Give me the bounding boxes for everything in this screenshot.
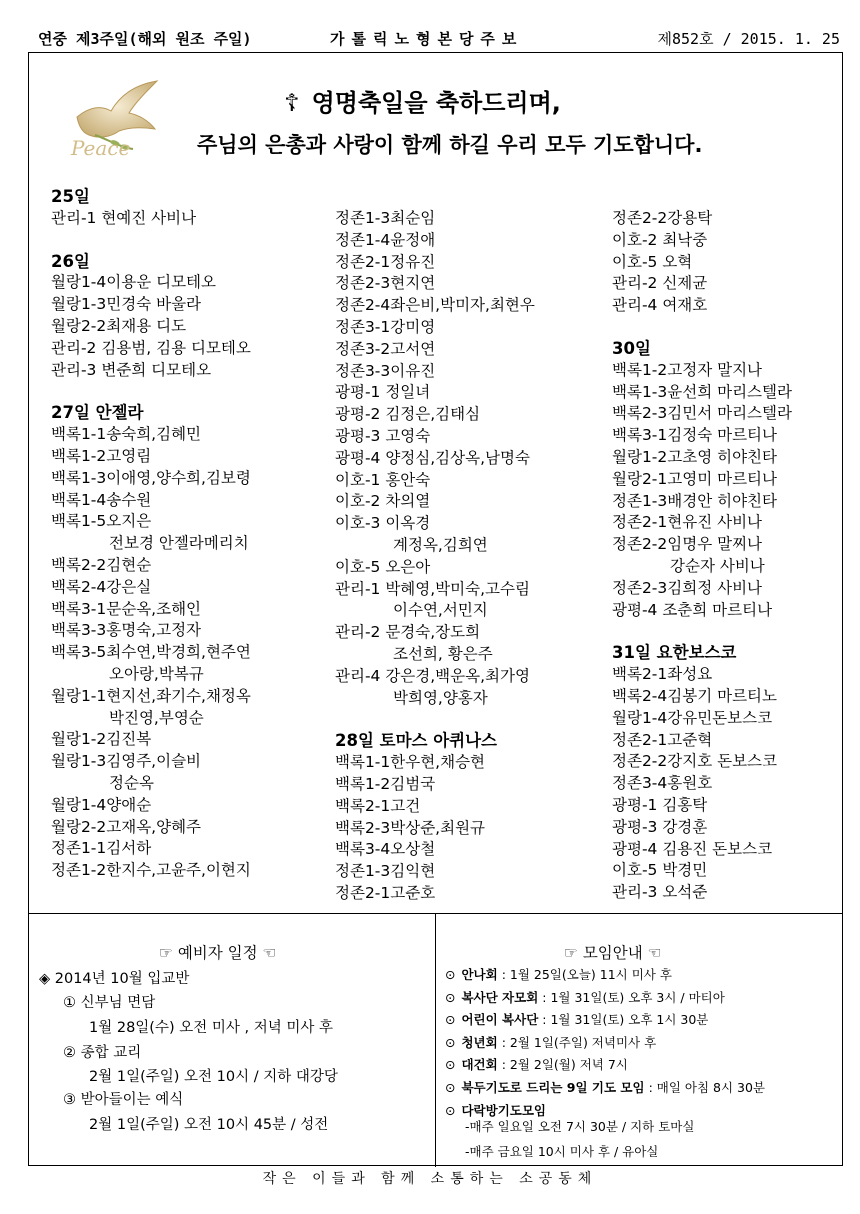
meeting-item xyxy=(445,988,725,1006)
meeting-sub-item: -매주 일요일 오전 7시 30분 / 지하 토마실 xyxy=(465,1119,695,1134)
cross-icon: ☦ xyxy=(284,89,300,117)
dove-peace-icon xyxy=(59,77,169,159)
feast-entry: 백록1-2고정자 말지나 xyxy=(612,360,763,379)
feast-entry: 정존1-2한지수,고윤주,이현지 xyxy=(51,861,251,880)
feast-entry: 백록3-1문순옥,조해인 xyxy=(51,599,202,618)
catechumen-step-2: ② 종합 교리 xyxy=(63,1045,142,1061)
feast-entry: 계정옥,김희연 xyxy=(393,535,488,554)
feast-entry: 월랑2-2최재용 디도 xyxy=(51,316,187,335)
feast-day-column-1 xyxy=(51,186,251,882)
feast-entry: 관리-4 여재호 xyxy=(612,296,708,315)
feast-entry: 정존2-4좌은비,박미자,최현우 xyxy=(335,296,535,315)
meeting-name: 어린이 복사단 xyxy=(461,1012,539,1027)
catechumen-step-1: ① 신부님 면담 xyxy=(63,995,156,1011)
feast-entry: 이수연,서민지 xyxy=(393,601,488,620)
bullet-icon: ⊙ xyxy=(445,1057,456,1072)
feast-entry: 백록3-1김정숙 마르티나 xyxy=(612,426,778,445)
catechumen-step-2-detail: 2월 1일(주일) 오전 10시 / 지하 대강당 xyxy=(89,1069,338,1085)
parish-bulletin-title: 가톨릭노형본당주보 xyxy=(330,30,524,48)
feast-entry: 백록2-3박상준,최원규 xyxy=(335,818,486,837)
feast-entry: 백록1-4송수원 xyxy=(51,490,152,509)
feast-entry: 이호-5 박경민 xyxy=(612,861,708,880)
feast-entry: 월랑1-3민경숙 바울라 xyxy=(51,295,202,314)
meeting-name: 안나회 xyxy=(461,967,498,982)
feast-entry: 정존2-2강용탁 xyxy=(612,209,713,227)
feast-entry: 관리-4 강은경,백운옥,최가영 xyxy=(335,666,530,685)
feast-entry: 정존2-2강지호 돈보스코 xyxy=(612,752,778,771)
feast-entry: 정존2-1고준호 xyxy=(335,883,436,902)
feast-entry: 백록2-2김현순 xyxy=(51,555,152,574)
feast-date-heading: 28일 토마스 아퀴나스 xyxy=(335,731,497,751)
feast-entry: 광평-1 정일녀 xyxy=(335,383,431,402)
catechumen-schedule-heading: ☞ 예비자 일정 ☜ xyxy=(159,944,277,962)
feast-entry: 월랑1-1현지선,좌기수,채정옥 xyxy=(51,686,251,705)
feast-day-column-3 xyxy=(612,208,792,904)
issue-date: 제852호 / 2015. 1. 25 xyxy=(657,30,840,48)
catechumen-step-3-detail: 2월 1일(주일) 오전 10시 45분 / 성전 xyxy=(89,1117,329,1133)
bullet-icon: ⊙ xyxy=(445,1080,456,1095)
feast-entry: 이호-5 오은아 xyxy=(335,557,431,576)
meeting-detail: : 1월 31일(토) 오후 1시 30분 xyxy=(542,1012,709,1027)
feast-entry: 정존1-3배경안 히야친타 xyxy=(612,491,778,510)
meeting-item xyxy=(445,1055,628,1073)
spacer xyxy=(335,709,535,730)
meeting-item xyxy=(445,1010,708,1028)
feast-entry: 정존3-4홍원호 xyxy=(612,774,713,793)
feast-entry: 강순자 사비나 xyxy=(670,556,765,575)
spacer xyxy=(612,317,792,338)
meeting-detail: : 1월 31일(토) 오후 3시 / 마티아 xyxy=(542,990,725,1005)
bullet-icon: ⊙ xyxy=(445,967,456,982)
feast-entry: 전보경 안젤라메리치 xyxy=(109,534,249,553)
column-divider xyxy=(435,913,436,1167)
meeting-detail: : 1월 25일(오늘) 11시 미사 후 xyxy=(501,967,672,982)
meeting-detail: : 2월 2일(월) 저녁 7시 xyxy=(501,1057,628,1072)
feast-entry: 백록1-3이애영,양수희,김보령 xyxy=(51,468,251,487)
feast-entry: 정존3-1강미영 xyxy=(335,317,436,336)
feast-entry: 광평-4 양정심,김상옥,남명숙 xyxy=(335,448,530,467)
feast-entry: 정존1-4윤정애 xyxy=(335,230,436,249)
feast-entry: 백록1-5오지은 xyxy=(51,512,152,531)
feast-entry: 백록2-4강은실 xyxy=(51,577,152,596)
feast-entry: 월랑1-3김영주,이슬비 xyxy=(51,752,202,771)
liturgical-day: 연중 제3주일(해외 원조 주일) xyxy=(38,30,252,48)
feast-entry: 월랑2-1고영미 마르티나 xyxy=(612,469,778,488)
spacer xyxy=(51,230,251,251)
feast-date-heading: 26일 xyxy=(51,251,90,271)
catechumen-program: ◈ 2014년 10월 입교반 xyxy=(39,971,190,987)
meeting-detail: : 2월 1일(주일) 저녁미사 후 xyxy=(501,1035,657,1050)
feast-entry: 백록2-1고건 xyxy=(335,796,421,815)
meeting-name: 복사단 자모회 xyxy=(461,990,539,1005)
feast-entry: 정존1-1김서하 xyxy=(51,839,152,858)
feast-entry: 이호-5 오혁 xyxy=(612,252,693,271)
feast-entry: 월랑1-4강유민돈보스코 xyxy=(612,708,773,727)
svg-text:Peace: Peace xyxy=(71,136,131,159)
feast-entry: 박희영,양홍자 xyxy=(393,688,488,707)
feast-entry: 백록2-3김민서 마리스텔라 xyxy=(612,404,792,423)
feast-entry: 월랑1-4이용운 디모테오 xyxy=(51,273,217,292)
title-line-1: ☦ 영명축일을 축하드리며, xyxy=(284,89,561,117)
feast-entry: 정존1-3김익현 xyxy=(335,862,436,881)
feast-entry: 정존1-3최순임 xyxy=(335,209,436,227)
feast-entry: 이호-2 최낙중 xyxy=(612,230,708,249)
feast-entry: 백록3-3홍명숙,고정자 xyxy=(51,621,202,640)
meeting-item xyxy=(445,1033,656,1051)
feast-day-column-2 xyxy=(335,208,535,905)
catechumen-step-1-detail: 1월 28일(수) 오전 미사 , 저녁 미사 후 xyxy=(89,1020,333,1036)
feast-entry: 정존2-3현지연 xyxy=(335,274,436,293)
meetings-heading: ☞ 모임안내 ☜ xyxy=(564,944,662,962)
feast-entry: 정존2-1현유진 사비나 xyxy=(612,513,763,532)
feast-entry: 백록1-1한우현,채승현 xyxy=(335,753,486,772)
feast-entry: 백록1-2김범국 xyxy=(335,774,436,793)
bullet-icon: ⊙ xyxy=(445,990,456,1005)
spacer xyxy=(51,381,251,402)
catechumen-step-3: ③ 받아들이는 예식 xyxy=(63,1092,184,1108)
feast-entry: 월랑1-2고초영 히야친타 xyxy=(612,447,778,466)
feast-entry: 이호-2 차의열 xyxy=(335,492,431,511)
feast-entry: 관리-1 현예진 사비나 xyxy=(51,208,197,227)
bulletin-header xyxy=(30,28,842,50)
feast-entry: 이호-1 홍안숙 xyxy=(335,470,431,489)
feast-entry: 정존3-2고서연 xyxy=(335,339,436,358)
feast-entry: 백록1-2고영림 xyxy=(51,446,152,465)
feast-entry: 백록3-4오상철 xyxy=(335,840,436,859)
feast-entry: 관리-1 박혜영,박미숙,고수림 xyxy=(335,579,530,598)
feast-entry: 백록1-3윤선희 마리스텔라 xyxy=(612,382,792,401)
bulletin-page xyxy=(28,52,843,1166)
feast-entry: 조선희, 황은주 xyxy=(393,644,493,663)
feast-entry: 관리-3 변준희 디모테오 xyxy=(51,360,212,379)
feast-entry: 광평-3 강경훈 xyxy=(612,817,708,836)
feast-entry: 백록3-5최수연,박경희,현주연 xyxy=(51,643,251,662)
bullet-icon: ⊙ xyxy=(445,1035,456,1050)
feast-entry: 정존2-1정유진 xyxy=(335,252,436,271)
feast-entry: 월랑2-2고재옥,양혜주 xyxy=(51,817,202,836)
feast-entry: 관리-2 신제균 xyxy=(612,274,708,293)
meeting-name: 청년회 xyxy=(461,1035,498,1050)
footer-motto: 작은 이들과 함께 소통하는 소공동체 xyxy=(262,1171,598,1187)
feast-entry: 관리-3 오석준 xyxy=(612,883,708,902)
meeting-name: 대건회 xyxy=(461,1057,498,1072)
meeting-detail: : 매일 아침 8시 30분 xyxy=(648,1080,765,1095)
feast-date-heading: 31일 요한보스코 xyxy=(612,643,737,663)
feast-entry: 광평-2 김정은,김태심 xyxy=(335,405,481,424)
meeting-sub-item: -매주 금요일 10시 미사 후 / 유아실 xyxy=(465,1144,659,1159)
meeting-item xyxy=(445,965,672,983)
feast-entry: 정존2-1고준혁 xyxy=(612,730,713,749)
spacer xyxy=(612,621,792,642)
feast-entry: 정순옥 xyxy=(109,773,154,792)
feast-entry: 월랑1-2김진복 xyxy=(51,730,152,749)
feast-entry: 백록2-4김봉기 마르티노 xyxy=(612,686,778,705)
title-line-2: 주님의 은총과 사랑이 함께 하길 우리 모두 기도합니다. xyxy=(197,133,703,157)
feast-entry: 백록1-1송숙희,김혜민 xyxy=(51,425,202,444)
feast-entry: 정존3-3이유진 xyxy=(335,361,436,380)
bullet-icon: ⊙ xyxy=(445,1012,456,1027)
meeting-item xyxy=(445,1078,765,1096)
bullet-icon: ⊙ xyxy=(445,1103,456,1118)
meeting-name: 북두기도로 드리는 9일 기도 모임 xyxy=(461,1080,645,1095)
feast-entry: 관리-2 문경숙,장도희 xyxy=(335,623,481,642)
feast-entry: 광평-1 김홍탁 xyxy=(612,795,708,814)
feast-entry: 관리-2 김용범, 김용 디모테오 xyxy=(51,338,251,357)
feast-entry: 광평-4 조춘희 마르티나 xyxy=(612,600,773,619)
feast-date-heading: 30일 xyxy=(612,338,651,358)
feast-entry: 이호-3 이옥경 xyxy=(335,514,431,533)
meeting-name: 다락방기도모임 xyxy=(461,1103,547,1118)
feast-entry: 정존2-2임명우 말찌나 xyxy=(612,535,763,554)
feast-entry: 광평-4 김용진 돈보스코 xyxy=(612,839,773,858)
feast-entry: 정존2-3김희정 사비나 xyxy=(612,578,763,597)
feast-date-heading: 25일 xyxy=(51,187,90,206)
feast-entry: 오아랑,박복규 xyxy=(109,664,204,683)
feast-entry: 월랑1-4양애순 xyxy=(51,795,152,814)
feast-entry: 광평-3 고영숙 xyxy=(335,426,431,445)
feast-entry: 백록2-1좌성요 xyxy=(612,665,713,684)
feast-entry: 박진영,부영순 xyxy=(109,708,204,727)
feast-date-heading: 27일 안젤라 xyxy=(51,403,144,423)
